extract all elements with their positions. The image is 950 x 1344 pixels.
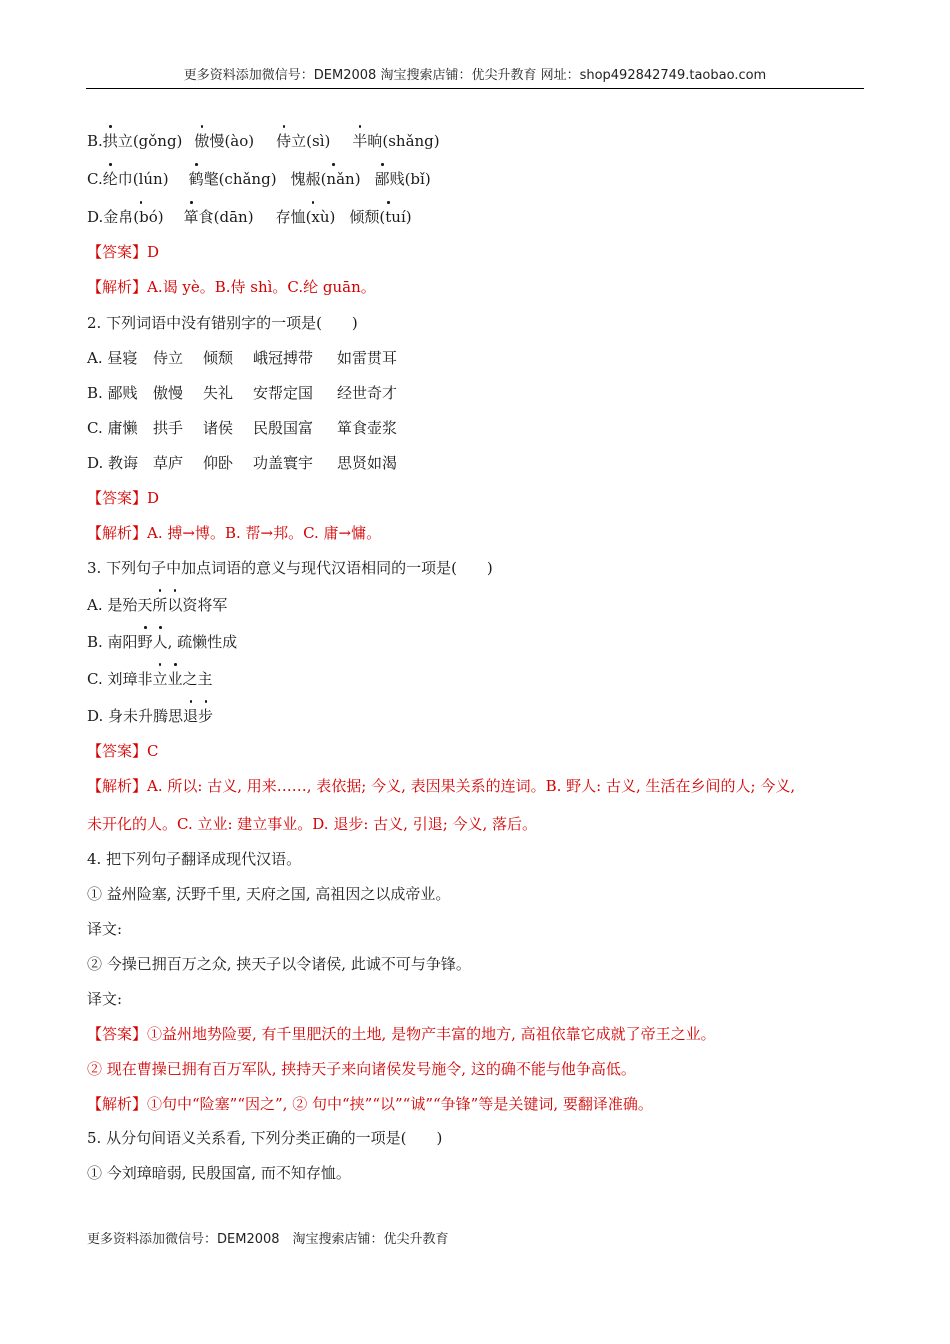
dotted-char: 箪 xyxy=(183,208,199,226)
dotted-char: 纶 xyxy=(102,170,118,188)
q1-answer: 【答案】D xyxy=(87,243,160,261)
q3-stem: 3. 下列句子中加点词语的意义与现代汉语相同的一项是( ) xyxy=(87,559,493,577)
q1-option-b: B.拱立(gǒng) 傲慢(ào) 侍立(sì) 半晌(shǎng) xyxy=(87,132,440,150)
dotted-char: 半 xyxy=(352,132,368,150)
dotted-char: 立 xyxy=(152,670,168,688)
q2-stem: 2. 下列词语中没有错别字的一项是( ) xyxy=(87,314,358,332)
dotted-char: 鄙 xyxy=(374,170,390,188)
dotted-char: 以 xyxy=(167,596,183,614)
dotted-char: 步 xyxy=(198,707,214,725)
q5-stem: 5. 从分句间语义关系看, 下列分类正确的一项是( ) xyxy=(87,1129,443,1147)
q4-sentence-2: ② 今操已拥百万之众, 挟天子以令诸侯, 此诚不可与争锋。 xyxy=(87,955,471,973)
q3-analysis-line-2: 未开化的人。C. 立业: 建立事业。D. 退步: 古义, 引退; 今义, 落后。 xyxy=(87,815,538,833)
q4-answer-1: 【答案】①益州地势险要, 有千里肥沃的土地, 是物产丰富的地方, 高祖依靠它成就了帝王之业。 xyxy=(87,1025,716,1043)
q2-answer: 【答案】D xyxy=(87,489,160,507)
dotted-char: 业 xyxy=(167,670,183,688)
q3-option-a: A. 是殆天所以资将军 xyxy=(87,596,228,614)
q4-stem: 4. 把下列句子翻译成现代汉语。 xyxy=(87,850,302,868)
dotted-char: 赧(nǎn) xyxy=(305,170,361,188)
q4-translation-label-1: 译文: xyxy=(87,920,123,938)
q4-analysis: 【解析】①句中“险塞”“因之”, ② 句中“挟”“以”“诚”“争锋”等是关键词, 要翻译准确。 xyxy=(87,1095,653,1113)
q4-answer-2: ② 现在曹操已拥有百万军队, 挟持天子来向诸侯发号施令, 这的确不能与他争高低。 xyxy=(87,1060,636,1078)
dotted-char: 鹤 xyxy=(188,170,204,188)
dotted-char: 退 xyxy=(183,707,199,725)
q1-option-c: C.纶巾(lún) 鹤氅(chǎng) 愧赧(nǎn) 鄙贱(bǐ) xyxy=(87,170,431,188)
dotted-char: 恤(xù) xyxy=(290,208,336,226)
dotted-char: 野 xyxy=(137,633,153,651)
dotted-char: 人 xyxy=(152,633,168,651)
q2-analysis: 【解析】A. 搏→博。B. 帮→邦。C. 庸→慵。 xyxy=(87,524,382,542)
dotted-char: 颓(tuí) xyxy=(364,208,412,226)
q2-option-b: B. 鄙贱 傲慢 失礼 安帮定国 经世奇才 xyxy=(87,384,398,402)
q2-option-d: D. 教诲 草庐 仰卧 功盖寰宇 思贤如渴 xyxy=(87,454,398,472)
dotted-char: 帛(bó) xyxy=(118,208,164,226)
q1-option-d: D.金帛(bó) 箪食(dān) 存恤(xù) 倾颓(tuí) xyxy=(87,208,412,226)
q4-sentence-1: ① 益州险塞, 沃野千里, 天府之国, 高祖因之以成帝业。 xyxy=(87,885,451,903)
q2-option-c: C. 庸懒 拱手 诸侯 民殷国富 箪食壶浆 xyxy=(87,419,398,437)
page-header: 更多资料添加微信号：DEM2008 淘宝搜索店铺：优尖升教育 网址：shop492842749.taobao.com xyxy=(86,66,864,89)
page-footer: 更多资料添加微信号：DEM2008 淘宝搜索店铺：优尖升教育 xyxy=(87,1232,449,1247)
q3-option-b: B. 南阳野人, 疏懒性成 xyxy=(87,633,238,651)
dotted-char: 所 xyxy=(152,596,168,614)
dotted-char: 拱 xyxy=(102,132,118,150)
q3-analysis-line-1: 【解析】A. 所以: 古义, 用来……, 表依据; 今义, 表因果关系的连词。B. 野人: 古义, 生活在乡间的人; 今义, xyxy=(87,777,796,795)
q3-answer: 【答案】C xyxy=(87,742,159,760)
dotted-char: 侍 xyxy=(276,132,292,150)
q1-analysis: 【解析】A.谒 yè。B.侍 shì。C.纶 guān。 xyxy=(87,278,376,296)
q2-option-a: A. 昼寝 侍立 倾颓 峨冠搏带 如雷贯耳 xyxy=(87,349,398,367)
q5-sentence-1: ① 今刘璋暗弱, 民殷国富, 而不知存恤。 xyxy=(87,1164,351,1182)
q4-translation-label-2: 译文: xyxy=(87,990,123,1008)
dotted-char: 傲 xyxy=(194,132,210,150)
q3-option-c: C. 刘璋非立业之主 xyxy=(87,670,213,688)
q3-option-d: D. 身未升腾思退步 xyxy=(87,707,214,725)
